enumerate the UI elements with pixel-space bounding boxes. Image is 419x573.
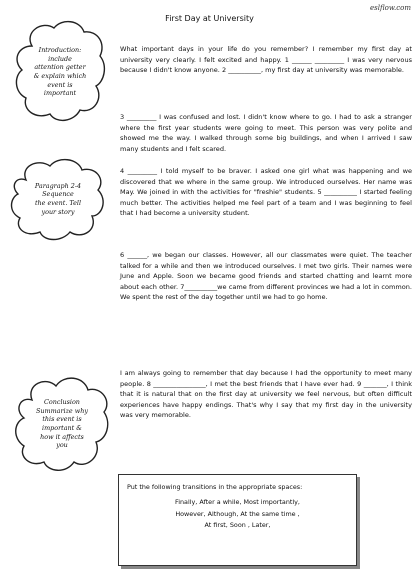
paragraph-intro: What important days in your life do you remember? I remember my first day at university very clearly. I felt excited and happy. 1 ______ _________ I was very nervous because I didn't know anyone. 2 __________, my first day at university was memorable. bbox=[120, 45, 412, 74]
transitions-box bbox=[118, 474, 357, 566]
cloud-text: Paragraph 2-4 Sequence the event. Tell your story bbox=[34, 181, 82, 216]
cloud-text: Conclusion Summarize why this event is important & how it affects you bbox=[36, 398, 88, 450]
transition-word-list: Finally, After a while, Most importantly, However, Although, At the same time , At first, Soon , Later, bbox=[175, 498, 300, 529]
paragraph-3: 4 _________ I told myself to be braver. I asked one girl what was happening and we discovered that we where in the same group. We introduced ourselves. Her name was May. We joined in with the activities for "freshie" students. 5 __________ I started feeling much better. The activities helped me feel part of a team and I was beginning to feel that I had become a university student. bbox=[120, 167, 412, 217]
box-instruction: Put the following transitions in the appropriate spaces: bbox=[127, 483, 303, 491]
paragraph-conclusion: I am always going to remember that day because I had the opportunity to meet many people. 8 ________________, I met the best friends that I have ever had. 9 _______, I think that it is natural that on the first day at university we feel nervous, but often difficult experiences have happy endings. That's why I say that my first day in the university was very memorable. bbox=[120, 369, 412, 419]
body-cloud bbox=[8, 156, 108, 242]
intro-cloud bbox=[12, 18, 108, 126]
paragraph-4: 6 ______, we began our classes. However, all our classmates were quiet. The teacher talked for a while and then we introduced ourselves. I met two girls. Their names were June and Apple. Soon we became good friends and started chatting and learnt more about each other. 7__________we came from different provinces we had a lot in common. We spent the rest of the day together until we had to go home. bbox=[120, 251, 412, 301]
page-title: First Day at University bbox=[165, 14, 254, 23]
watermark: eslflow.com bbox=[369, 4, 411, 12]
cloud-text: Introduction: include attention getter & explain which event is important bbox=[33, 46, 87, 98]
paragraph-2: 3 _________ I was confused and lost. I didn't know where to go. I had to ask a stranger where the first year students were going to meet. This person was very polite and showed me the way. I walked through some big buildings, and when I arrived I saw many students and I felt scared. bbox=[120, 113, 412, 153]
conclusion-cloud bbox=[12, 374, 112, 474]
